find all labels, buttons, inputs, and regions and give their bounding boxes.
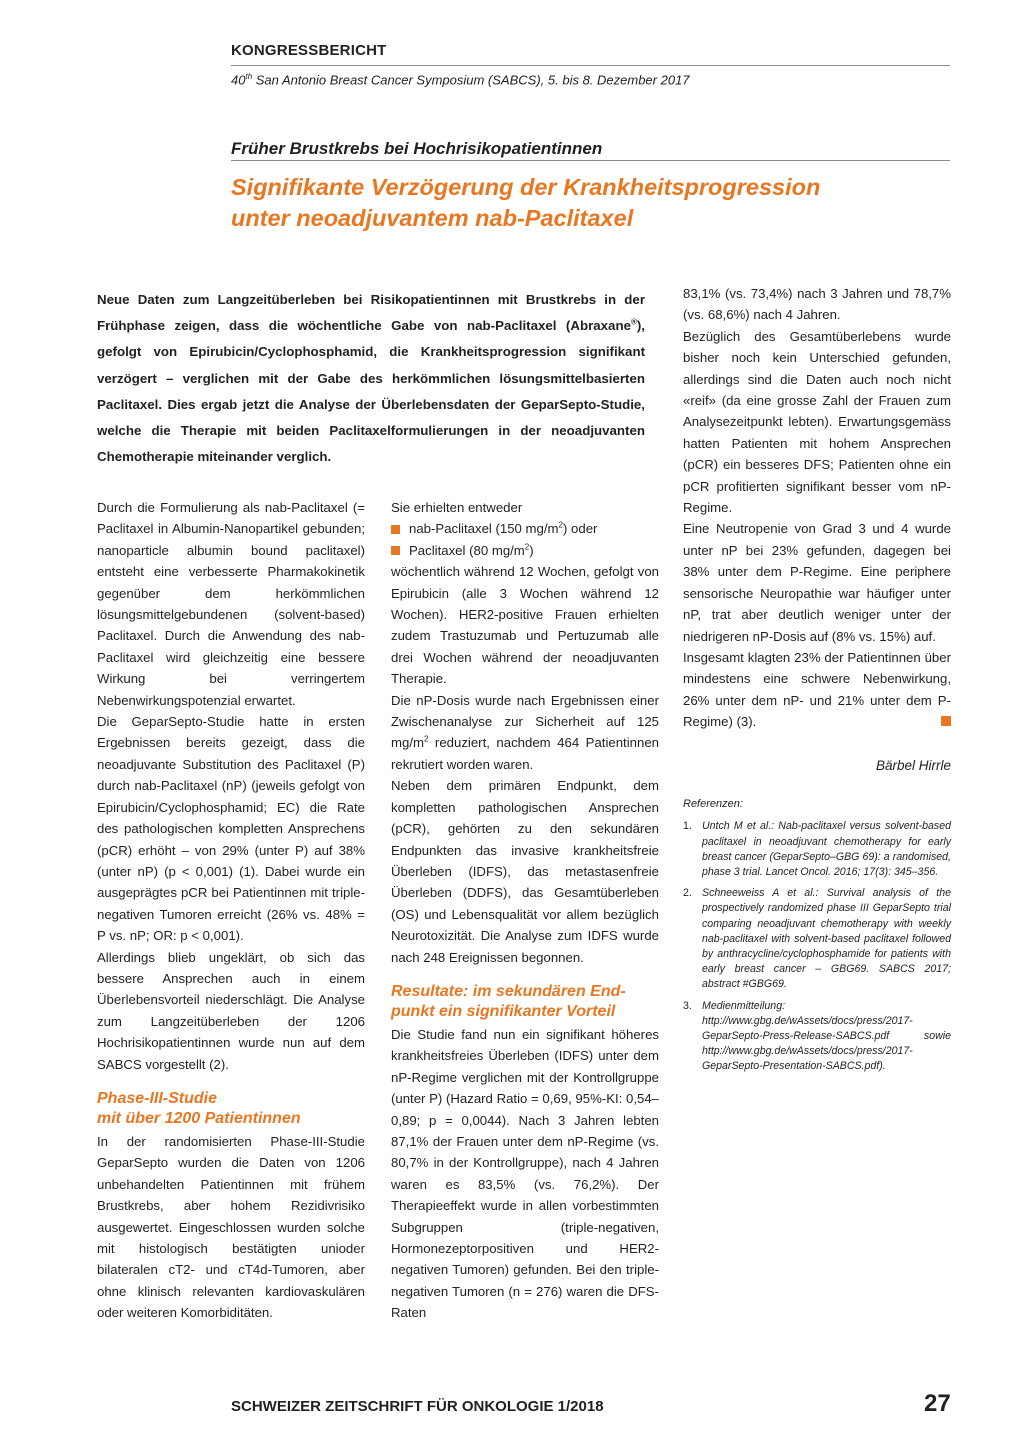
headline-line-2: unter neoadjuvantem nab-Paclitaxel [231, 205, 634, 231]
col3-paragraph-4: Insgesamt klagten 23% der Patientinnen über mindestens eine schwere Nebenwirkung, 26% unter dem nP- und 21% unter dem P-Regime) (3). [683, 649, 951, 730]
col1-paragraph-2: Die GeparSepto-Studie hatte in ersten Ergebnissen bereits gezeigt, dass die neoadjuvante Substitution des Paclitaxel (P) durch nab-Paclitaxel (nP) (jeweils gefolgt von Epirubicin/Cyclophosphamid; EC) die Rate des pathologischen kompletten Ansprechens (pCR) erhöht – von 29% (unter P) auf 38% (unter nP) (p < 0,001) (1). Dabei wurde ein ausgeprägtes pCR bei Patientinnen mit triple-negativen Tumoren erreicht (26% vs. 48% = P vs. nP; OR: p < 0,001). [97, 714, 365, 944]
end-of-article-icon [941, 716, 951, 726]
bullet-item-paclitaxel: Paclitaxel (80 $mg/m^2$) [391, 540, 659, 561]
column-1 [97, 497, 365, 1324]
col2-paragraph-4: Die Studie fand nun ein signifikant höheres krankheitsfreies Überleben (IDFS) unter dem nP-Regime verglichen mit der Kontrollgruppe (unter P) (Hazard Ratio = 0,69, 95%-KI: 0,54–0,89; p = 0,0044). Nach 3 Jahren lebten 87,1% der Frauen unter dem nP-Regime (vs. 80,7% in der Kontrollgruppe), nach 4 Jahren waren es 83,5% (vs. 76,2%). Der Therapieeffekt wurde in allen vorbestimmten Subgruppen (triple-negativen, Hormonezeptorpositiven und HER2-negativen Tumoren) gefunden. Bei den triple-negativen Tumoren (n = 276) waren die DFS-Raten [391, 1026, 659, 1321]
col3-paragraph-1: 83,1% (vs. 73,4%) nach 3 Jahren und 78,7% (vs. 68,6%) nach 4 Jahren. [683, 286, 951, 323]
references-title: Referenzen: [683, 797, 743, 810]
col1-paragraph-4: In der randomisierten Phase-III-Studie GeparSepto wurden die Daten von 1206 unbehandelten Patientinnen mit frühem Brustkrebs, aber hohem Rezidivrisiko ausgewertet. Eingeschlossen wurden solche mit histologisch bestätigten unioder bilateralen cT2- und cT4d-Tumoren, aber ohne klinisch relevanten kardiovaskulären oder weiteren Komorbiditäten. [97, 1133, 365, 1321]
column-3 [683, 283, 951, 1081]
col3-paragraph-2: Bezüglich des Gesamtüberlebens wurde bisher noch kein Unterschied gefunden, allerdings sind die Daten auch noch nicht «reif» (da eine grosse Zahl der Frauen zum Analysezeitpunkt lebten). Erwartungsgemäss hatten Patienten mit hohem Ansprechen (pCR) ein besseres DFS; Patienten ohne ein pCR profitierten signifikant besser vom nP-Regime. [683, 328, 951, 516]
column-2 [391, 497, 659, 1324]
bullet-square-icon [391, 525, 400, 534]
article-topic: Früher Brustkrebs bei Hochrisikopatientinnen [231, 139, 603, 158]
col2-paragraph-1: wöchentlich während 12 Wochen, gefolgt von Epirubicin (alle 3 Wochen während 12 Wochen). HER2-positive Frauen erhielten zudem Trastuzumab und Pertuzumab alle drei Wochen während der neoadjuvanten Therapie. [391, 564, 659, 687]
headline-line-1: Signifikante Verzögerung der Krankheitsprogression [231, 174, 821, 200]
reference-item: 1. Untch M et al.: Nab-paclitaxel versus solvent-based paclitaxel in neoadjuvant chemotherapy for early breast cancer (GeparSepto–GBG 69): a randomised, phase 3 trial. Lancet Oncol. 2016; 17(3): 345–356. [683, 820, 951, 878]
bullet-item-nab-paclitaxel: nab-Paclitaxel (150 $mg/m^2$) oder [391, 518, 659, 539]
header-divider [231, 65, 950, 66]
footer-journal-title: SCHWEIZER ZEITSCHRIFT FÜR ONKOLOGIE 1/2018 [231, 1398, 604, 1415]
reference-item: 2. Schneeweiss A et al.: Survival analysis of the prospectively randomized phase III GeparSepto trial comparing neoadjuvant chemotherapy with weekly nab-paclitaxel with solvent-based paclitaxel followed by anthracycline/cyclophosphamide for patients with early breast cancer – GBG69. SABCS 2017; abstract #GBG69. [683, 887, 951, 991]
article-headline [231, 172, 950, 234]
bullet-square-icon [391, 546, 400, 555]
section-label: KONGRESSBERICHT [231, 42, 387, 59]
reference-item: 3. Medienmitteilung: http://www.gbg.de/wAssets/docs/press/2017-GeparSepto-Press-Release-SABCS.pdf sowie http://www.gbg.de/wAssets/docs/press/2017-GeparSepto-Presentation-SABCS.pdf). [683, 999, 951, 1073]
col1-paragraph-3: Allerdings blieb ungeklärt, ob sich das bessere Ansprechen auch in einem Überlebensvorteil niederschlägt. Die Analyse zum Langzeitüberleben der 1206 Hochrisikopatientinnen wurde nun auf dem SABCS vorgestellt (2). [97, 949, 365, 1072]
col1-paragraph-1: Durch die Formulierung als nab-Paclitaxel (= Paclitaxel in Albumin-Nanopartikel gebunden; nanoparticle albumin bound paclitaxel) entsteht eine verbesserte Pharmakokinetik gegenüber dem herkömmlichen lösungsmittelgebundenen (solvent-based) Paclitaxel. Durch die Anwendung des nab-Paclitaxel wird gleichzeitig eine bessere Wirkung bei verringertem Nebenwirkungspotenzial erwartet. [97, 500, 365, 708]
col2-paragraph-2: Die nP-Dosis wurde nach Ergebnissen einer Zwischenanalyse zur Sicherheit auf 125 $mg/m^2$ reduziert, nachdem 464 Patientinnen rekrutiert worden waren. [391, 692, 659, 772]
topic-divider [231, 160, 950, 161]
page-number: 27 [924, 1390, 951, 1417]
lead-paragraph: Neue Daten zum Langzeitüberleben bei Risikopatientinnen mit Brustkrebs in der Frühphase zeigen, dass die wöchentliche Gabe von nab-Paclitaxel (Abraxane®), gefolgt von Epirubicin/Cyclophosphamid, die Krankheitsprogression signifikant verzögert – verglichen mit der Gabe des herkömmlichen lösungsmittelbasierten Paclitaxel. Dies ergab jetzt die Analyse der Überlebensdaten der GeparSepto-Studie, welche die Therapie mit beiden Paclitaxelformulierungen in der neoadjuvanten Chemotherapie miteinander verglich. [97, 292, 645, 465]
symposium-line: 40th San Antonio Breast Cancer Symposium (SABCS), 5. bis 8. Dezember 2017 [231, 72, 690, 88]
col1-subheading: Phase-III-Studie mit über 1200 Patientinnen [97, 1089, 301, 1127]
col2-intro: Sie erhielten entweder [391, 500, 523, 515]
col2-paragraph-3: Neben dem primären Endpunkt, dem kompletten pathologischen Ansprechen (pCR), gehörten zu den sekundären Endpunkten das invasive krankheitsfreie Überleben (IDFS), das metastasenfreie Überleben (DDFS), das Gesamtüberleben (OS) und Lebensqualität vor allem bezüglich Neurotoxizität. Die Analyse zum IDFS wurde nach 248 Ereignissen begonnen. [391, 778, 659, 965]
col3-paragraph-3: Eine Neutropenie von Grad 3 und 4 wurde unter nP bei 23% gefunden, dagegen bei 38% unter dem P-Regime. Eine periphere sensorische Neuropathie war häufiger unter nP, trat aber deutlich weniger unter der niedrigeren nP-Dosis auf (8% vs. 15%) auf. [683, 521, 951, 644]
col2-subheading: Resultate: im sekundären End- punkt ein signifikanter Vorteil [391, 982, 626, 1020]
author-name: Bärbel Hirrle [875, 757, 951, 773]
